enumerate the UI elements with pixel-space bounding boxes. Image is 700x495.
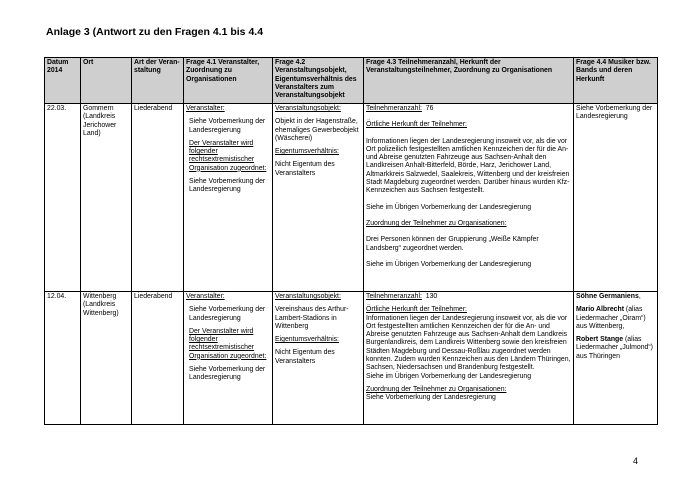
cell-frage-4-2 [273,292,364,425]
herkunft-label: Örtliche Herkunft der Teilnehmer: [366,306,467,314]
header-frage-4-3: Frage 4.3 Teilnehmeranzahl, Herkunft der Veranstaltungsteilnehmer, Zuordnung zu Organisationen [364,58,574,104]
objekt-text: Vereinshaus des Arthur-Lambert-Stadions in Wittenberg [275,306,349,330]
cell-frage-4-3 [364,104,574,292]
zuordnung-label: Der Veranstalter wird folgender rechtsextremistischer Organisation zugeordnet: [189,327,267,360]
teilnehmeranzahl [366,293,571,301]
header-datum: Datum 2014 [45,58,81,104]
teilnehmeranzahl-value: 130 [425,293,438,300]
veranstalter-label: Veranstalter: [186,105,225,112]
teilnehmeranzahl-label: Teilnehmeranzahl: [366,293,422,300]
header-frage-4-4: Frage 4.4 Musiker bzw. Bands und deren Herkunft [574,58,658,104]
organisation-label: Zuordnung der Teilnehmer zu Organisationen: [366,219,507,227]
organisation-text: Drei Personen können der Gruppierung „Weiße Kämpfer Landsberg“ zugeordnet werden. [366,236,539,252]
veranstalter-text: Siehe Vorbemerkung der Landesregierung [189,306,266,322]
veranstalter-text: Siehe Vorbemerkung der Landesregierung [189,118,266,134]
table-row [45,292,658,425]
herkunft-label: Örtliche Herkunft der Teilnehmer: [366,121,467,129]
cell-frage-4-1 [184,292,273,425]
cell-art: Liederabend [132,104,184,292]
objekt-label: Veranstaltungsobjekt: [275,293,341,300]
eigentum-label: Eigentumsverhältnis: [275,148,339,156]
table-row [45,104,658,292]
header-art: Art der Veran-staltung [132,58,184,104]
organisation-text: Siehe Vorbemerkung der Landesregierung [366,394,496,402]
herkunft-ref: Siehe im Übrigen Vorbemerkung der Landesregierung [366,203,532,211]
teilnehmeranzahl [366,105,571,113]
musiker-1 [576,306,655,331]
document-title: Anlage 3 (Antwort zu den Fragen 4.1 bis 4.4 [46,26,264,38]
header-frage-4-1: Frage 4.1 Veranstalter, Zuordnung zu Organisationen [184,58,273,104]
cell-frage-4-1 [184,104,273,292]
organisation-label: Zuordnung der Teilnehmer zu Organisationen: [366,385,507,393]
teilnehmeranzahl-value: 76 [425,105,434,112]
zuordnung-label: Der Veranstalter wird folgender rechtsextremistischer Organisation zugeordnet: [189,139,267,172]
musiker-1-name: Mario Albrecht [576,306,624,314]
organisation-ref: Siehe im Übrigen Vorbemerkung der Landesregierung [366,260,532,268]
header-row [45,58,658,104]
musiker-1-text: (alias Liedermacher „Oiram“) aus Wittenberg, [576,306,646,330]
objekt-text: Objekt in der Hagenstraße, ehemaliges Gewerbeobjekt (Wäscherei) [275,118,359,142]
cell-datum: 22.03. [45,104,81,292]
cell-frage-4-3 [364,292,574,425]
cell-datum: 12.04. [45,292,81,425]
band-name: Söhne Germaniens [576,293,639,300]
cell-ort: Gommern (Landkreis Jerichower Land) [81,104,132,292]
header-frage-4-2: Frage 4.2 Veranstaltungsobjekt, Eigentumsverhältnis des Veranstalters zum Veranstaltungsobjekt [273,58,364,104]
teilnehmeranzahl-label: Teilnehmeranzahl: [366,105,422,112]
cell-frage-4-4: Söhne Germaniens, Mario Albrecht (alias Liedermacher „Oiram“) aus Wittenberg, Robert Stange (alias Liedermacher „Julmond“) aus Thüringen [574,292,658,425]
objekt-label: Veranstaltungsobjekt: [275,105,341,112]
answers-table [44,57,658,425]
eigentum-text: Nicht Eigentum des Veranstalters [275,161,335,177]
musiker-2-text: (alias Liedermacher „Julmond“) aus Thüringen [576,336,653,360]
herkunft-text: Informationen liegen der Landesregierung insoweit vor, als die vor Ort polizeilich festgestellten amtlichen Kennzeichen der für die An- und Abreise genutzten Fahrzeuge aus Sachsen-Anhalt den Landkreisen Anhalt-Bitterfeld, Börde, Harz, Jerichower Land, Altmarkkreis Salzwedel, Saalekreis, Wittenberg und der kreisfreien Stadt Magdeburg zugeordnet werden. Darüber hinaus wurden Kfz-Kennzeichen aus Sachsen festgestellt. [366,137,570,195]
musiker-2-name: Robert Stange [576,336,624,344]
eigentum-label: Eigentumsverhältnis: [275,336,339,344]
cell-art: Liederabend [132,292,184,425]
zuordnung-text: Siehe Vorbemerkung der Landesregierung [189,178,266,194]
eigentum-text: Nicht Eigentum des Veranstalters [275,349,335,365]
veranstalter-label: Veranstalter: [186,293,225,300]
header-ort: Ort [81,58,132,104]
page-number: 4 [633,456,639,466]
herkunft-text: Informationen liegen der Landesregierung insoweit vor, als die vor Ort festgestellten amtlichen Kennzeichen der für die An- und Abreise genutzten Fahrzeuge aus Sachsen-Anhalt dem Landkreis Burgenlandkreis, dem Landkreis Wittenberg sowie den kreisfreien Städten Magdeburg und Dessau-Roßlau zugeordnet werden konnten. Zudem wurden Kennzeichen aus den Ländern Thüringen, Sachsen, Niedersachsen und Brandenburg festgestellt. [366,314,571,372]
cell-ort: Wittenberg (Landkreis Wittenberg) [81,292,132,425]
zuordnung-text: Siehe Vorbemerkung der Landesregierung [189,366,266,382]
musiker-2 [576,336,655,361]
herkunft-ref: Siehe im Übrigen Vorbemerkung der Landesregierung [366,372,532,380]
cell-frage-4-2 [273,104,364,292]
cell-frage-4-4: Siehe Vorbemerkung der Landesregierung [574,104,658,292]
